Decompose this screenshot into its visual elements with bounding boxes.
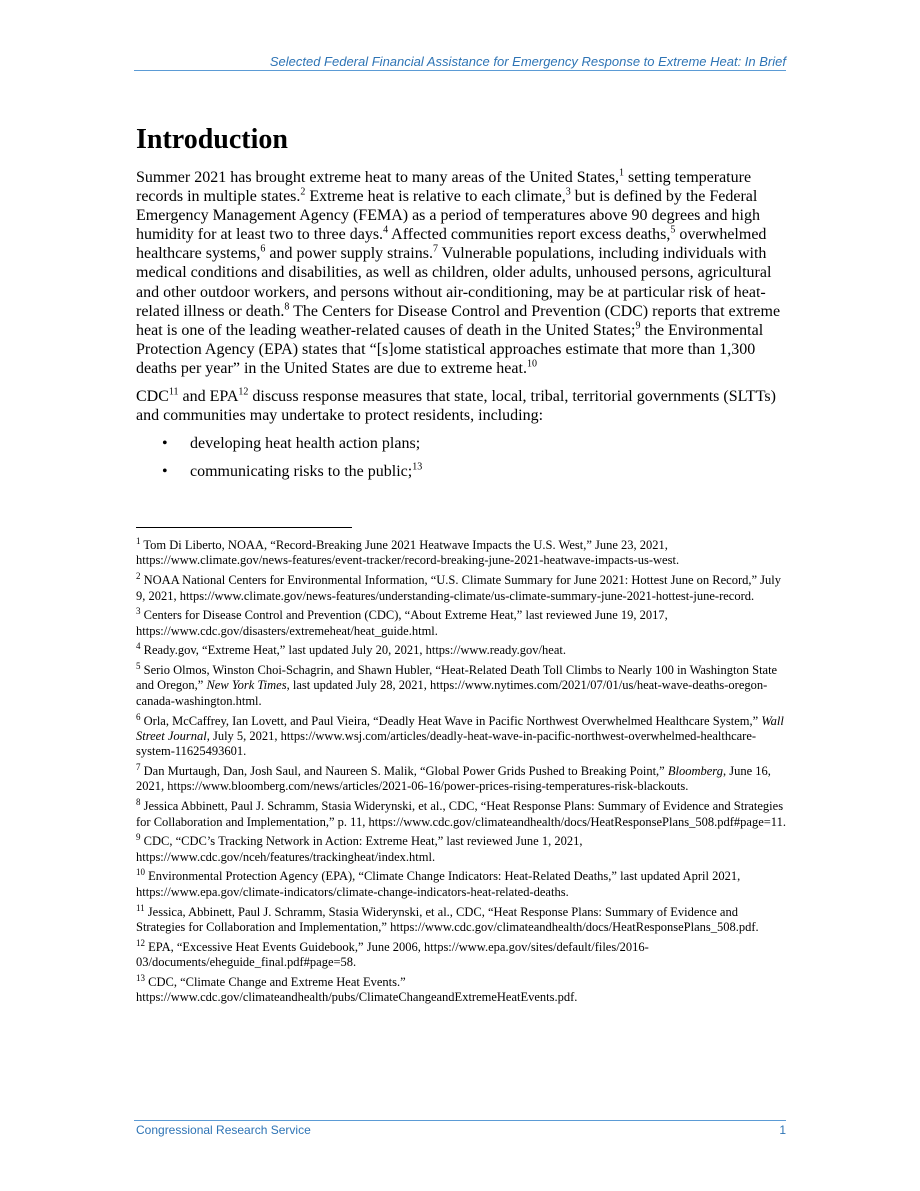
footer-rule [134,1120,786,1121]
measures-list [136,434,786,481]
page-number: 1 [779,1123,786,1137]
footnote-ref[interactable]: 13 [412,461,423,473]
running-footer [136,1123,786,1137]
footnote-3: $^3$ Centers for Disease Control and Prevention (CDC), “About Extreme Heat,” last reviewed June 19, 2017, https://www.cdc.gov/disasters/extremeheat/heat_guide.html. [136,606,668,638]
footnote-ref[interactable]: 5 [670,224,676,236]
footnote-ref[interactable]: 12 [238,386,249,398]
footnote-divider [136,527,352,528]
footnote-ref[interactable]: 3 [565,186,571,198]
bullet-icon: • [162,435,168,453]
footnote-ref[interactable]: 6 [260,244,266,256]
footnote-5: $^5$ Serio Olmos, Winston Choi-Schagrin, and Shawn Hubler, “Heat-Related Death Toll Climbs to Nearly 100 in Washington State and Oregon,” New York Times, last updated July 28, 2021, https://www.nytimes.com/2021/07/01/us/heat-wave-deaths-oregon-canada-washington.html. [136,660,778,708]
footnote-4: $^4$ Ready.gov, “Extreme Heat,” last updated July 20, 2021, https://www.ready.gov/heat. [136,641,566,658]
footnote-12: $^{12}$ EPA, “Excessive Heat Events Guidebook,” June 2006, https://www.epa.gov/sites/default/files/2016-03/documents/eheguide_final.pdf#page=58. [136,937,649,970]
footnote-8: $^8$ Jessica Abbinett, Paul J. Schramm, Stasia Widerynski, et al., CDC, “Heat Response Plans: Summary of Evidence and Strategies for Collaboration and Implementation,” p. 11, https://www.cdc.gov/climateandhealth/docs/HeatResponsePlans_508.pdf#page=11. [136,797,786,829]
footnote-1: $^1$ Tom Di Liberto, NOAA, “Record-Breaking June 2021 Heatwave Impacts the U.S. West,” June 23, 2021, https://www.climate.gov/news-features/event-tracker/record-breaking-june-2021-heatwave-impacts-us-west. [136,535,680,568]
footnote-10: $^{10}$ Environmental Protection Agency (EPA), “Climate Change Indicators: Heat-Related Deaths,” last updated April 2021, https://www.epa.gov/climate-indicators/climate-change-indicators-heat-related-deaths. [136,867,741,899]
footnote-13: $^{13}$ CDC, “Climate Change and Extreme Heat Events.” https://www.cdc.gov/climateandhealth/pubs/ClimateChangeandExtremeHeatEvents.pdf. [136,972,578,1005]
footnote-11: $^{11}$ Jessica, Abbinett, Paul J. Schramm, Stasia Widerynski, et al., CDC, “Heat Response Plans: Summary of Evidence and Strategies for Collaboration and Implementation,” https://www.cdc.gov/climateandhealth/docs/HeatResponsePlans_508.pdf. [136,902,759,934]
footnote-ref[interactable]: 10 [526,358,537,370]
footnote-7: $^7$ Dan Murtaugh, Dan, Josh Saul, and Naureen S. Malik, “Global Power Grids Pushed to Breaking Point,” Bloomberg, June 16, 2021, https://www.bloomberg.com/news/articles/2021-06-16/power-prices-rising-temperatures-risk-blackouts. [136,761,771,794]
footnote-ref[interactable]: 2 [300,186,306,198]
intro-paragraph: Summer 2021 has brought extreme heat to many areas of the United States,$^1$ setting temperature records in multiple states.$^2$ Extreme heat is relative to each climate,$^3$ but is defined by the Federal Emergency Management Agency (FEMA) as a period of temperatures above 90 degrees and high humidity for at least two to three days.$^4$ Affected communities report excess deaths,$^5$ overwhelmed healthcare systems,$^6$ and power supply strains.$^7$ Vulnerable populations, including individuals with medical conditions and disabilities, as well as children, older adults, unhoused persons, agricultural and other outdoor workers, and persons without air-conditioning, may be at particular risk of heat-related illness or death.$^8$ The Centers for Disease Control and Prevention (CDC) reports that extreme heat is one of the leading weather-related causes of death in the United States;$^9$ the Environmental Protection Agency (EPA) states that “[s]ome statistical approaches estimate that more than 1,300 deaths per year” in the United States are due to extreme heat.$^{10}$ [136,167,781,377]
footnote-ref[interactable]: 1 [618,167,624,179]
footnotes [136,535,786,1010]
footnote-2: $^2$ NOAA National Centers for Environmental Information, “U.S. Climate Summary for June 2021: Hottest June on Record,” July 9, 2021, https://www.climate.gov/news-features/understanding-climate/us-climate-summary-june-2021-hottest-june-record. [136,570,782,603]
bullet-icon: • [162,463,168,481]
footnote-ref[interactable]: 8 [284,301,290,313]
publisher-name: Congressional Research Service [136,1123,311,1137]
list-item: • communicating risks to the public;$^{13}$ [162,461,423,481]
footnote-9: $^9$ CDC, “CDC’s Tracking Network in Action: Extreme Heat,” last reviewed June 1, 2021, https://www.cdc.gov/nceh/features/trackingheat/index.html. [136,832,583,864]
header-rule [134,70,786,71]
footnote-ref[interactable]: 4 [383,224,389,236]
footnote-ref[interactable]: 9 [635,320,641,332]
section-heading: Introduction [136,124,288,155]
footnote-6: $^6$ Orla, McCaffrey, Ian Lovett, and Paul Vieira, “Deadly Heat Wave in Pacific Northwest Overwhelmed Healthcare System,” Wall Street Journal, July 5, 2021, https://www.wsj.com/articles/deadly-heat-wave-in-pacific-northwest-overwhelmed-healthcare-system-11625493601. [136,711,784,759]
list-item: • developing heat health action plans; [162,435,421,453]
running-header: Selected Federal Financial Assistance for Emergency Response to Extreme Heat: In Brief [269,54,786,69]
footnote-ref[interactable]: 11 [168,386,179,398]
body-text [136,168,786,490]
response-measures-paragraph: CDC$^{11}$ and EPA$^{12}$ discuss response measures that state, local, tribal, territorial governments (SLTTs) and communities may undertake to protect residents, including: [136,386,776,425]
footnote-ref[interactable]: 7 [432,244,438,256]
